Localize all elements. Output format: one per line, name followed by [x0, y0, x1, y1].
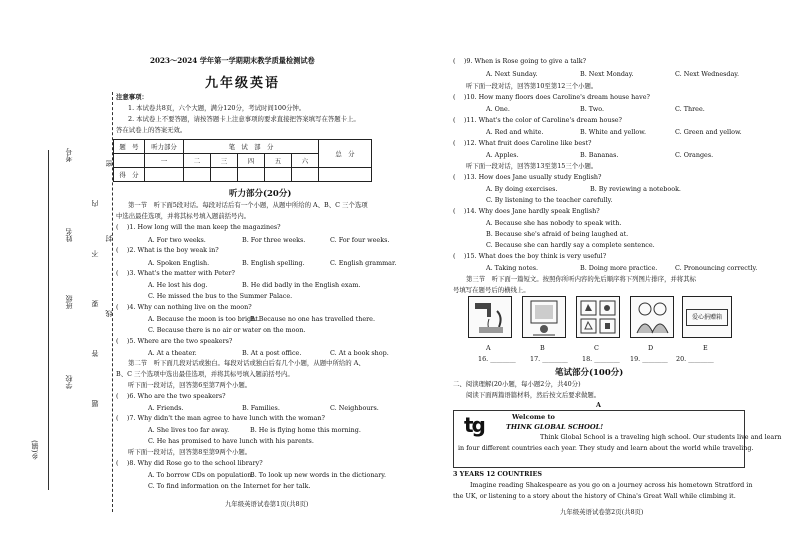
- q15-c: C. Pronouncing correctly.: [675, 264, 758, 272]
- note-2b: 答在试卷上的答案无效。: [116, 126, 187, 134]
- picture-d: [630, 296, 674, 338]
- q11-c: C. Green and yellow.: [675, 128, 742, 136]
- q6-a: A. Friends.: [148, 404, 184, 412]
- feng-char: 封: [105, 235, 113, 242]
- q11-a: A. Red and white.: [486, 128, 544, 136]
- xingming-label: 姓名: [65, 228, 73, 242]
- score-col-2: 二: [184, 154, 211, 168]
- nei-char: 内: [91, 200, 99, 207]
- q14-a: A. Because she has nobody to speak with.: [486, 219, 622, 227]
- q14: ( )14. Why does Jane hardly speak English?: [453, 207, 600, 215]
- score-h1: 题 号: [114, 140, 145, 154]
- q9-c: C. Next Wednesday.: [675, 70, 740, 78]
- q6: ( )6. Who are the two speakers?: [116, 392, 226, 400]
- picture-b: [522, 296, 566, 338]
- dialogue-1-note: 听下面一段对话，回答第6至第7两个小题。: [128, 381, 252, 389]
- q6-b: B. Families.: [242, 404, 280, 412]
- score-col-5: 五: [265, 154, 292, 168]
- ad-paragraph-2: the UK, or listening to a story about the history of China's Great Wall while climbing it.: [453, 492, 736, 500]
- pic-label-b: B: [540, 344, 545, 352]
- pic-label-e: E: [703, 344, 708, 352]
- q12-b: B. Bananas.: [580, 151, 619, 159]
- q5-b: B. At a post office.: [242, 349, 302, 357]
- dialogue-2-note: 听下面一段对话，回答第8至第9两个小题。: [128, 448, 252, 456]
- q5-c: C. At a book shop.: [330, 349, 389, 357]
- q5: ( )5. Where are the two speakers?: [116, 337, 233, 345]
- ad-line-2: in four different countries each year. They study and learn about the world while traveling.: [458, 444, 754, 452]
- picture-a: [468, 296, 512, 338]
- score-col-1: 一: [145, 154, 184, 168]
- score-col-3: 三: [211, 154, 238, 168]
- exam-title: 2023～2024 学年第一学期期末教学质量检测试卷: [150, 56, 315, 65]
- ad-welcome: Welcome to: [512, 413, 555, 421]
- q3-a: A. He lost his dog.: [148, 281, 208, 289]
- pic-label-a: A: [486, 344, 491, 352]
- tg-logo: tg: [464, 413, 484, 437]
- score-table: [113, 139, 372, 182]
- note-1: 1. 本试卷共8页，六个大题，满分120分，考试时间100分钟。: [128, 104, 306, 112]
- written-heading: 笔试部分(100分): [555, 368, 624, 378]
- q15: ( )15. What does the boy think is very useful?: [453, 252, 607, 260]
- donation-box-label: 爱心捐赠箱: [686, 309, 728, 326]
- q2-b: B. English spelling.: [242, 259, 305, 267]
- q15-a: A. Taking notes.: [486, 264, 539, 272]
- q2-c: C. English grammar.: [330, 259, 397, 267]
- ti-char: 题: [91, 400, 99, 407]
- q1-a: A. For two weeks.: [148, 236, 206, 244]
- q11: ( )11. What's the color of Caroline's dream house?: [453, 116, 622, 124]
- q4-c: C. Because there is no air or water on the moon.: [148, 326, 306, 334]
- footer-right: 九年级英语试卷第2页(共8页): [560, 508, 644, 516]
- blank-18[interactable]: 18. ________: [582, 355, 620, 363]
- q8-c: C. To find information on the Internet for her talk.: [148, 482, 311, 490]
- notes-heading: 注意事项：: [116, 93, 148, 101]
- q12: ( )12. What fruit does Caroline like best?: [453, 139, 592, 147]
- banji-label: 班级: [65, 295, 73, 309]
- score-r2-blank: [114, 154, 145, 168]
- q7-c: C. He has promised to have lunch with his parents.: [148, 437, 314, 445]
- part2-instruction: 阅读下面两篇语篇材料，然后按文后要求做题。: [466, 391, 601, 399]
- q9-b: B. Next Monday.: [580, 70, 634, 78]
- blank-16[interactable]: 16. ________: [478, 355, 516, 363]
- listening-heading: 听力部分(20分): [229, 189, 292, 199]
- q10-c: C. Three.: [675, 105, 705, 113]
- q15-b: B. Doing more practice.: [580, 264, 658, 272]
- subject-title: 九年级英语: [205, 76, 281, 91]
- passage-a-label: A: [596, 401, 601, 409]
- sec3-instruction: 第三节 听下面一篇短文。按照你所听内容的先后顺序将下列图片排序，并将其标: [466, 275, 697, 283]
- q1-c: C. For four weeks.: [330, 236, 390, 244]
- note-2: 2. 本试卷上不要答题，请按答题卡上注意事项的要求直接把答案填写在答题卡上。: [128, 115, 360, 123]
- school-ad-box: [453, 410, 782, 468]
- q7-a: A. She lives too far away.: [148, 426, 230, 434]
- q6-c: C. Neighbours.: [330, 404, 379, 412]
- score-col-4: 四: [238, 154, 265, 168]
- q12-a: A. Apples.: [486, 151, 519, 159]
- q14-c: C. Because she can hardly say a complete sentence.: [486, 241, 655, 249]
- q2-a: A. Spoken English.: [148, 259, 210, 267]
- footer-left: 九年级英语试卷第1页(共8页): [225, 500, 309, 508]
- part2-heading: 二、阅读理解(20小题，每小题2分，共40分): [453, 380, 581, 388]
- sec2-instruction-b: B、C 三个选项中选出最佳选项，并将其标号填入题前括号内。: [116, 370, 294, 378]
- q13-b: B. By reviewing a notebook.: [590, 185, 681, 193]
- kaohao-label: 考号: [65, 148, 73, 162]
- sec2-instruction: 第二节 听下面几段对话或独白。每段对话或独白后有几个小题，从题中所给的 A、: [128, 359, 365, 367]
- ad-line-1: Think Global School is a traveling high school. Our students live and learn: [540, 433, 782, 441]
- sec1-instruction-b: 中选出最佳选项，并将其标号填入题前括号内。: [116, 212, 251, 220]
- q1: ( )1. How long will the man keep the magazines?: [116, 223, 281, 231]
- q12-c: C. Oranges.: [675, 151, 714, 159]
- info-line: [48, 150, 49, 490]
- blank-20[interactable]: 20. ________: [676, 355, 714, 363]
- ad-paragraph-1: Imagine reading Shakespeare as you go on a journey across his hometown Stratford in: [470, 481, 753, 489]
- q4: ( )4. Why can nothing live on the moon?: [116, 303, 252, 311]
- q13-a: A. By doing exercises.: [486, 185, 558, 193]
- score-col-6: 六: [292, 154, 319, 168]
- score-h4: 总 分: [319, 140, 372, 168]
- q13: ( )13. How does Jane usually study English?: [453, 173, 602, 181]
- xian-char: 线: [105, 310, 113, 317]
- q10-a: A. One.: [486, 105, 510, 113]
- pic-label-c: C: [594, 344, 599, 352]
- q3-c: C. He missed the bus to the Summer Palace.: [148, 292, 293, 300]
- score-row-label: 得 分: [114, 168, 145, 182]
- q4-b: B. Because no one has travelled there.: [250, 315, 375, 323]
- blank-19[interactable]: 19. ________: [630, 355, 668, 363]
- dialogue-3-note: 听下面一段对话，回答第10至第12三个小题。: [466, 82, 598, 90]
- q8-b: B. To look up new words in the dictionary.: [250, 471, 387, 479]
- dialogue-4-note: 听下面一段对话，回答第13至第15三个小题。: [466, 162, 598, 170]
- q13-c: C. By listening to the teacher carefully.: [486, 196, 613, 204]
- q5-a: A. At a theater.: [148, 349, 197, 357]
- sec1-instruction: 第一节 听下面5段对话。每段对话后有一个小题，从题中所给的 A、B、C 三个选项: [128, 201, 368, 209]
- da-char: 答: [91, 350, 99, 357]
- blank-17[interactable]: 17. ________: [530, 355, 568, 363]
- picture-c: [576, 296, 620, 338]
- score-h3: 笔 试 部 分: [184, 140, 319, 154]
- ad-subheading: 3 YEARS 12 COUNTRIES: [453, 470, 542, 478]
- q8: ( )8. Why did Rose go to the school library?: [116, 459, 263, 467]
- bu-char: 不: [91, 250, 99, 257]
- q3-b: B. He did badly in the English exam.: [242, 281, 361, 289]
- q2: ( )2. What is the boy weak in?: [116, 246, 219, 254]
- q10-b: B. Two.: [580, 105, 605, 113]
- q11-b: B. White and yellow.: [580, 128, 646, 136]
- q10: ( )10. How many floors does Caroline's dream house have?: [453, 93, 650, 101]
- xiangzhen-label: 乡(镇): [31, 440, 39, 460]
- q8-a: A. To borrow CDs on population.: [148, 471, 254, 479]
- q14-b: B. Because she's afraid of being laughed at.: [486, 230, 629, 238]
- mi-char: 密: [105, 160, 113, 167]
- q4-a: A. Because the moon is too bright.: [148, 315, 260, 323]
- q1-b: B. For three weeks.: [242, 236, 306, 244]
- pic-label-d: D: [648, 344, 654, 352]
- score-h2: 听力部分: [145, 140, 184, 154]
- sec3-instruction-b: 号填写在题号后的横线上。: [453, 286, 530, 294]
- q9: ( )9. When is Rose going to give a talk?: [453, 57, 587, 65]
- q7: ( )7. Why didn't the man agree to have lunch with the woman?: [116, 414, 325, 422]
- xuexiao-label: 学校: [65, 375, 73, 389]
- q9-a: A. Next Sunday.: [486, 70, 538, 78]
- ad-school-name: THINK GLOBAL SCHOOL!: [506, 423, 604, 431]
- q3: ( )3. What's the matter with Peter?: [116, 269, 235, 277]
- q7-b: B. He is flying home this morning.: [250, 426, 361, 434]
- yao-char: 要: [91, 300, 99, 307]
- picture-e: [682, 296, 732, 338]
